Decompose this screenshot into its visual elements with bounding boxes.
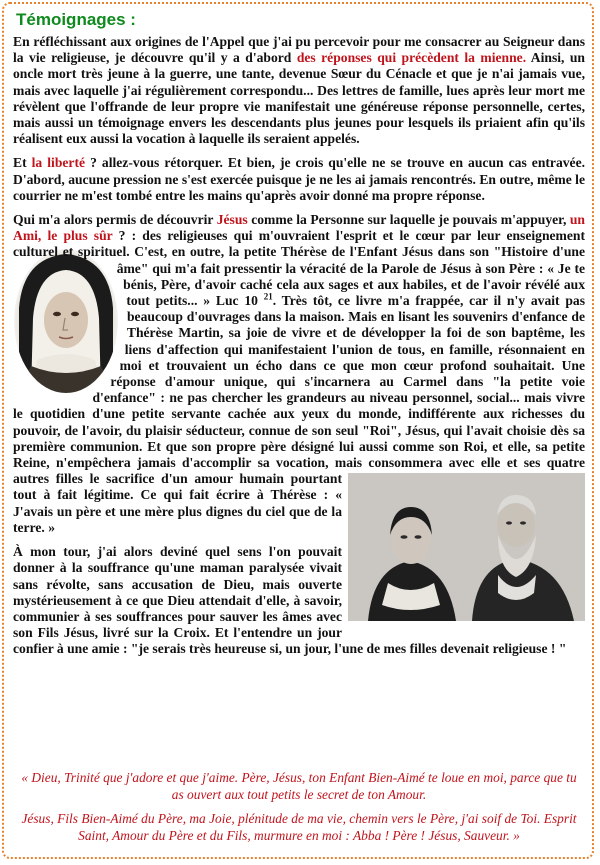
page-title: Témoignages : bbox=[16, 10, 136, 29]
text-segment: C'est, en outre, la petite Thérèse de l'Enfant Jésus dans son "Histoire d'une âme" qui m'a fait pressentir la véracité de la Parole de Jésus à son Père : « Je te bénis, Père, d'avoir caché cela aux sages et aux habiles, et de l'avoir révélé aux tout petits... » Luc 10 bbox=[116, 244, 585, 309]
page-frame bbox=[2, 2, 594, 859]
paragraph-origins bbox=[13, 34, 585, 147]
paragraph-suffering: À mon tour, j'ai alors deviné quel sens l'on pouvait donner à la souffrance qu'une maman paralysée vivait sans révolte, sans accusation de Dieu, mais ouverte mystérieusement à ce que Dieu attendait d'elle, à savoir, communier à ses souffrances pour sauver les âmes avec son Fils Jésus, livré sur la Croix. Et l'entendre un jour confier à une amie : "je serais très heureuse si, un jour, l'une de mes filles devenait religieuse ! " bbox=[13, 544, 567, 657]
prayer-line-2: Jésus, Fils Bien-Aimé du Père, ma Joie, plénitude de ma vie, chemin vers le Père, j'ai soif de Toi. Esprit Saint, Amour du Père et du Fils, murmure en moi : Abba ! Père ! Jésus, Sauveur. » bbox=[21, 811, 577, 843]
closing-prayer bbox=[14, 769, 584, 844]
prayer-line-1: « Dieu, Trinité que j'adore et que j'aime. Père, Jésus, ton Enfant Bien-Aimé te loue en moi, parce que tu as ouvert aux tout petits le secret de ton Amour. bbox=[21, 770, 577, 802]
martin-parents-photo bbox=[348, 473, 585, 621]
highlight-text: Jésus bbox=[216, 212, 248, 228]
text-segment: . Très tôt, ce livre m'a frappée, car il n'y avait pas beaucoup d'ouvrages dans la maison. Mais en lisant les souvenirs d'enfance de Thérèse Martin, sa joie de vivre et de développer la foi de son baptême, les liens d'affection qui manifestaient l'union de tous, en famille, résonnaient en moi et trouvaient un écho dans ce que mon cœur profond souhaitait. Une réponse d'amour unique, qui s'incarnera au Carmel dans "la petite voie d'enfance" : ne pas chercher les grandeurs au niveau personnel, social... mais vivre le quotidien d'une petite servante cachée aux yeux du monde, indifférente aux richesses du pouvoir, de l'avoir, du plaisir séducteur, connue de son seul "Roi", Jésus, qui l'avait choisie dès sa première communion. Et que son propre père désigné lui aussi comme son Roi, et elle, sa petite Reine, n'empêchera jamais d'accomplir sa vocation, mais consommera bbox=[13, 293, 585, 471]
paragraph-liberty bbox=[13, 155, 585, 204]
text-segment: comme la Personne sur laquelle je pouvais m'appuyer, bbox=[247, 212, 570, 228]
article-body bbox=[13, 34, 585, 658]
text-segment: Et bbox=[13, 155, 32, 171]
text-segment: avec elle et ses quatre autres filles le sacrifice d'un amour humain pourtant tout à fait légitime. Ce qui fait écrire à Thérèse : « J'avais un père et une mère plus dignes du ciel que de la terre. » bbox=[13, 455, 585, 535]
verse-superscript: 21 bbox=[263, 291, 273, 302]
paragraph-jesus bbox=[13, 212, 585, 536]
text-segment: En réfléchissant aux origines de l'Appel que j'ai pu percevoir pour me consacrer au Seigneur dans la vie religieuse, je découvre qu'il y a d'abord bbox=[13, 34, 585, 66]
highlight-text: un Ami, le plus sûr bbox=[13, 212, 585, 244]
highlight-text: la liberté bbox=[31, 155, 86, 171]
text-segment: ? : des religieuses qui m'ouvraient l'esprit et le cœur par leur enseignement culturel et spirituel. bbox=[13, 228, 585, 260]
therese-portrait bbox=[13, 248, 119, 394]
highlight-text: des réponses qui précèdent la mienne. bbox=[296, 50, 527, 66]
text-segment: Ainsi, un oncle mort très jeune à la guerre, une tante, devenue Sœur du Cénacle et que je n'ai jamais vue, mais avec laquelle j'ai régulièrement correspondu... Des lettres de famille, lues après leur mort me révèlent que l'offrande de leur propre vie manifestait une généreuse réponse personnelle, certes, mais aussi un témoignage envers les descendants plus jeunes pour lesquels ils priaient afin qu'ils réalisent eux aussi la vocation à laquelle ils seraient appelés. bbox=[13, 50, 585, 147]
text-segment: ? allez-vous rétorquer. Et bien, je crois qu'elle ne se trouve en aucun cas entravée. D'abord, aucune pression ne s'est exercée puisque je ne les ai jamais rencontrés. En outre, même le courrier ne m'est tombé entre les mains qu'après avoir donné ma propre réponse. bbox=[13, 155, 586, 203]
text-segment: Qui m'a alors permis de découvrir bbox=[13, 212, 217, 228]
